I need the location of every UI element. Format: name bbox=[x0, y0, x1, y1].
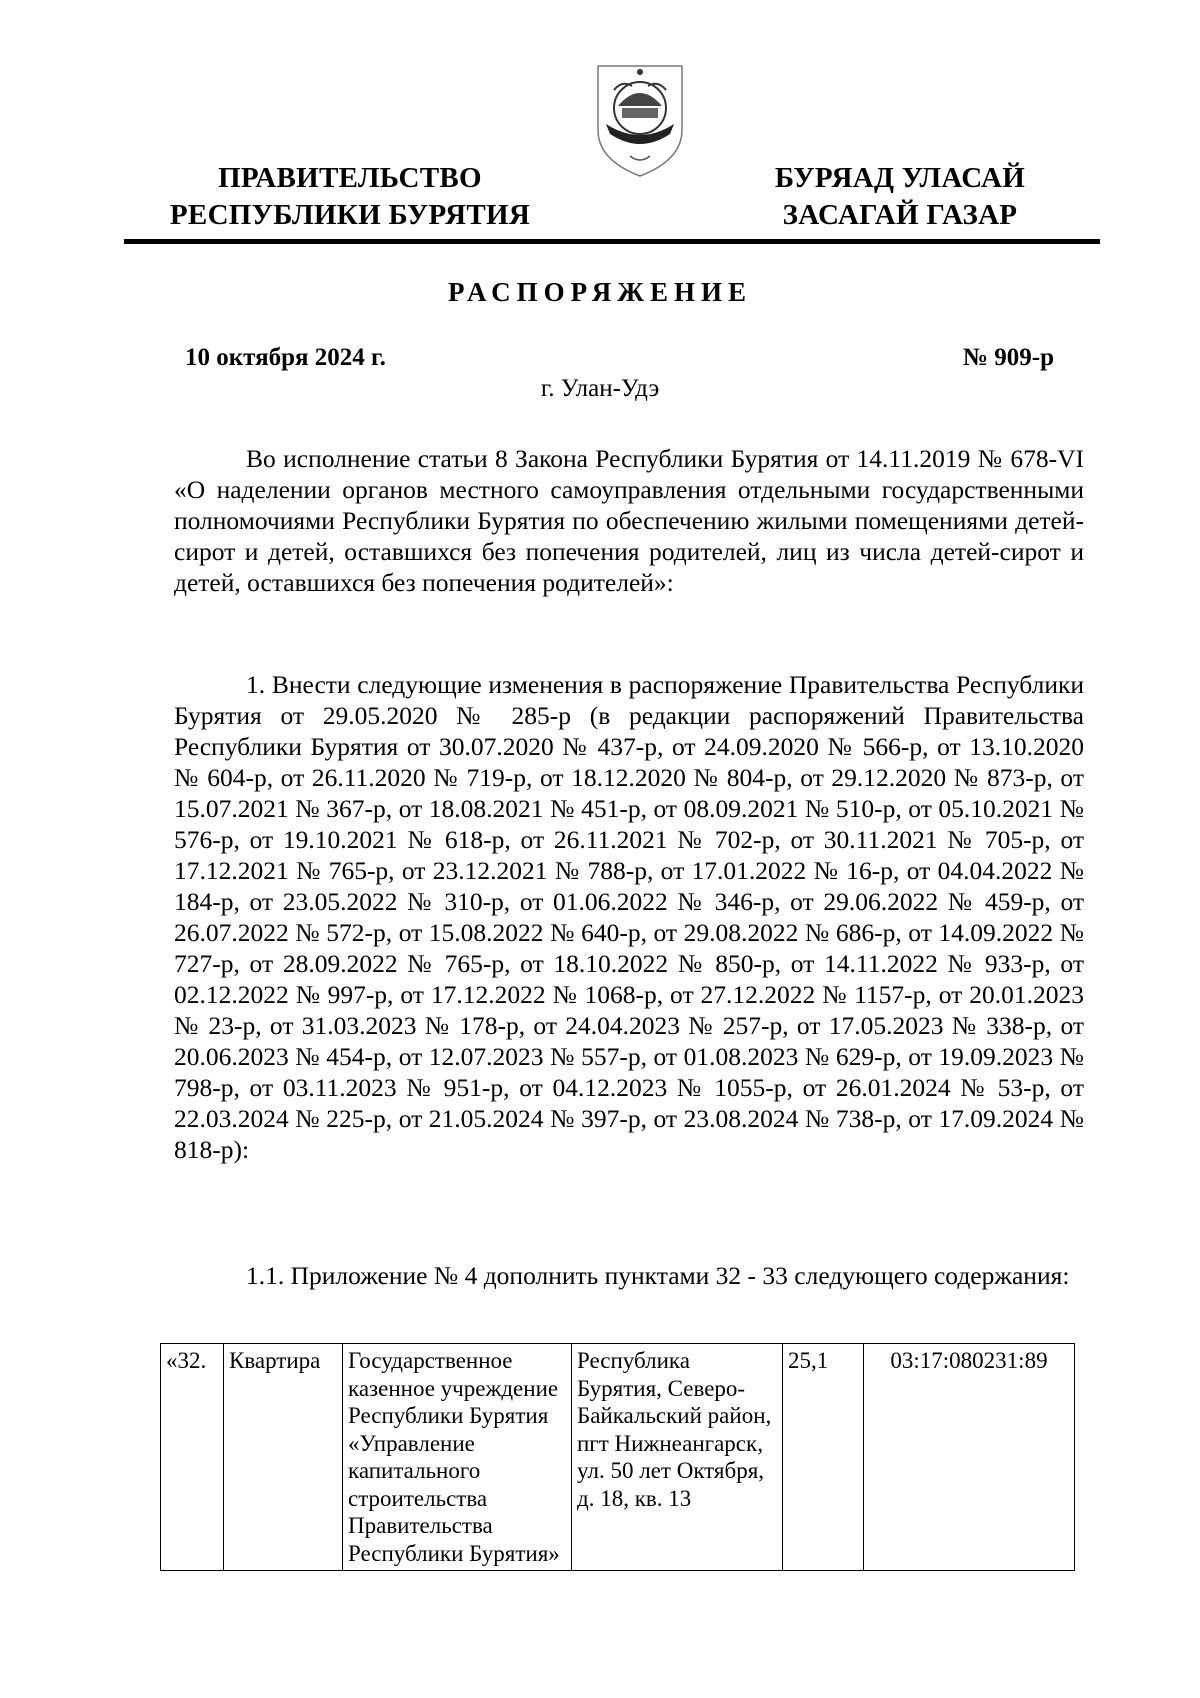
cell-area: 25,1 bbox=[783, 1344, 864, 1571]
cell-owner: Государственное казенное учреждение Республики Бурятия «Управление капитального строительства Правительства Республики Бурятия» bbox=[343, 1344, 572, 1571]
preamble-paragraph: Во исполнение статьи 8 Закона Республики Бурятия от 14.11.2019 № 678-VI «О наделении органов местного самоуправления отдельными государственными полномочиями Республики Бурятия по обеспечению жилыми помещениями детей-сирот и детей, оставшихся без попечения родителей, лиц из числа детей-сирот и детей, оставшихся без попечения родителей»: bbox=[174, 444, 1084, 597]
document-number: № 909-р bbox=[962, 344, 1054, 371]
org-name-russian bbox=[165, 160, 535, 234]
cell-address: Республика Бурятия, Северо-Байкальский район, пгт Нижнеангарск, ул. 50 лет Октября, д. 18, кв. 13 bbox=[572, 1344, 783, 1571]
org-left-line1: ПРАВИТЕЛЬСТВО bbox=[218, 162, 482, 194]
amendment-paragraph: 1. Внести следующие изменения в распоряжение Правительства Республики Бурятия от 29.05.2020 № 285-р (в редакции распоряжений Правительства Республики Бурятия от 30.07.2020 № 437-р, от 24.09.2020 № 566-р, от 13.10.2020 № 604-р, от 26.11.2020 № 719-р, от 18.12.2020 № 804-р, от 29.12.2020 № 873-р, от 15.07.2021 № 367-р, от 18.08.2021 № 451-р, от 08.09.2021 № 510-р, от 05.10.2021 № 576-р, от 19.10.2021 № 618-р, от 26.11.2021 № 702-р, от 30.11.2021 № 705-р, от 17.12.2021 № 765-р, от 23.12.2021 № 788-р, от 17.01.2022 № 16-р, от 04.04.2022 № 184-р, от 23.05.2022 № 310-р, от 01.06.2022 № 346-р, от 29.06.2022 № 459-р, от 26.07.2022 № 572-р, от 15.08.2022 № 640-р, от 29.08.2022 № 686-р, от 14.09.2022 № 727-р, от 28.09.2022 № 765-р, от 18.10.2022 № 850-р, от 14.11.2022 № 933-р, от 02.12.2022 № 997-р, от 17.12.2022 № 1068-р, от 27.12.2022 № 1157-р, от 20.01.2023 № 23-р, от 31.03.2023 № 178-р, от 24.04.2023 № 257-р, от 17.05.2023 № 338-р, от 20.06.2023 № 454-р, от 12.07.2023 № 557-р, от 01.08.2023 № 629-р, от 19.09.2023 № 798-р, от 03.11.2023 № 951-р, от 04.12.2023 № 1055-р, от 26.01.2024 № 53-р, от 22.03.2024 № 225-р, от 21.05.2024 № 397-р, от 23.08.2024 № 738-р, от 17.09.2024 № 818-р): bbox=[174, 670, 1084, 1164]
org-left-line2: РЕСПУБЛИКИ БУРЯТИЯ bbox=[169, 199, 531, 231]
coat-of-arms-icon bbox=[592, 60, 688, 180]
header-divider bbox=[124, 239, 1100, 244]
appendix-table bbox=[160, 1343, 1075, 1571]
cell-item-number: «32. bbox=[161, 1344, 224, 1571]
cell-property-type: Квартира bbox=[224, 1344, 343, 1571]
document-date: 10 октября 2024 г. bbox=[185, 344, 386, 371]
document-title: РАСПОРЯЖЕНИЕ bbox=[447, 277, 753, 307]
appendix-paragraph: 1.1. Приложение № 4 дополнить пунктами 32 - 33 следующего содержания: bbox=[246, 1261, 1070, 1290]
org-right-line1: БУРЯАД УЛАСАЙ bbox=[774, 162, 1026, 194]
cell-cadastral-number: 03:17:080231:89 bbox=[864, 1344, 1075, 1571]
table-row bbox=[161, 1344, 1075, 1571]
document-city: г. Улан-Удэ bbox=[540, 375, 660, 402]
org-name-buryat bbox=[750, 160, 1050, 234]
org-right-line2: ЗАСАГАЙ ГАЗАР bbox=[782, 199, 1018, 231]
